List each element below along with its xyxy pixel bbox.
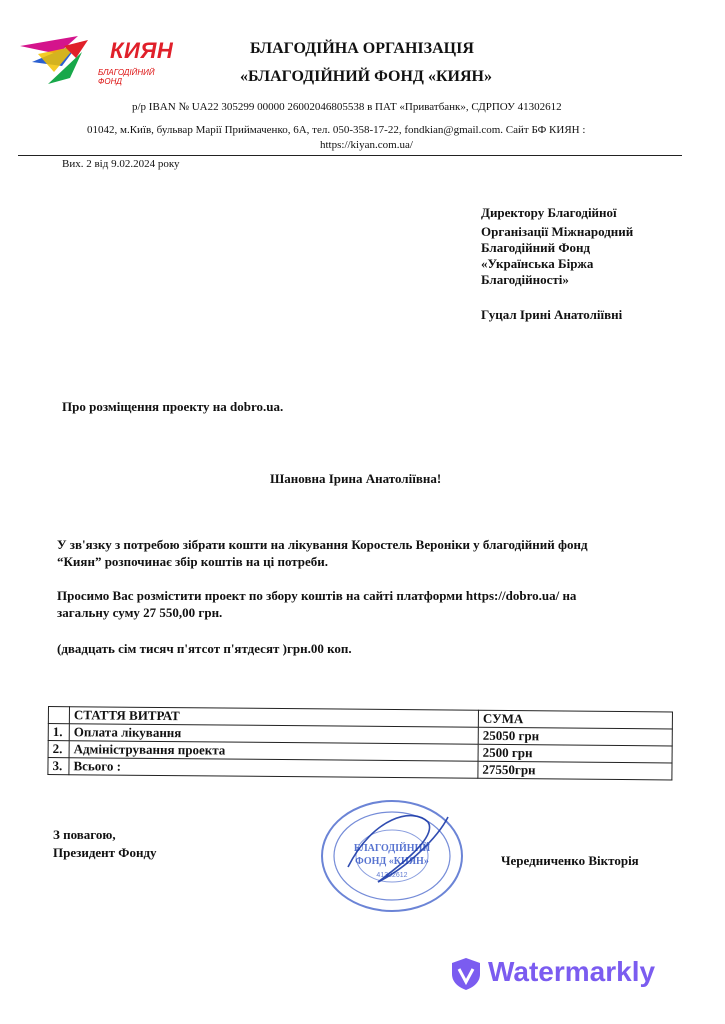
row-item: Всього :	[69, 758, 478, 779]
row-number: 1.	[48, 724, 69, 741]
stamp-code: 41302612	[376, 872, 408, 879]
logo-subtitle: БЛАГОДІЙНИЙ ФОНД	[98, 68, 155, 86]
requisites-line1: р/р IBAN № UA22 305299 00000 26002046805538 в ПАТ «Приватбанк», СДРПОУ 41302612	[132, 101, 562, 113]
addressee-line4: «Українська Біржа	[481, 256, 594, 271]
closing-title: Президент Фонду	[53, 845, 157, 860]
letter-greeting: Шановна Ірина Анатоліївна!	[270, 471, 442, 486]
row-sum: 25050 грн	[478, 727, 672, 746]
requisites-line2: 01042, м.Київ, бульвар Марії Приймаченко, 6А, тел. 050-358-17-22, fondkian@gmail.com. Сайт БФ КИЯН :	[87, 124, 586, 136]
outgoing-number: Вих. 2 від 9.02.2024 року	[62, 158, 180, 170]
table-header-item: СТАТТЯ ВИТРАТ	[69, 707, 478, 728]
body-paragraph1-line2: “Киян” розпочинає збір коштів на ці потреби.	[57, 554, 329, 569]
addressee-line3: Благодійний Фонд	[481, 240, 591, 255]
addressee-line2: Організації Міжнародний	[481, 224, 634, 239]
shield-icon	[450, 956, 482, 992]
row-number: 3.	[48, 758, 69, 775]
header-divider	[18, 155, 682, 156]
letter-subject: Про розміщення проекту на dobro.ua.	[62, 399, 284, 414]
addressee-name: Гуцал Ірині Анатоліївні	[481, 307, 623, 322]
closing-regards: З повагою,	[53, 827, 116, 842]
watermark-text: Watermarkly	[488, 956, 656, 987]
table-header-sum: СУМА	[478, 710, 672, 729]
watermark	[450, 952, 690, 996]
row-item: Адміністрування проекта	[69, 741, 478, 762]
row-sum: 2500 грн	[478, 744, 672, 763]
requisites-website: https://kiyan.com.ua/	[320, 139, 413, 151]
fund-logo	[18, 32, 174, 90]
row-item: Оплата лікування	[69, 724, 478, 745]
addressee-line1: Директору Благодійної	[481, 205, 617, 220]
body-paragraph2-line2: загальну суму 27 550,00 грн.	[57, 605, 223, 620]
org-title-line1: БЛАГОДІЙНА ОРГАНІЗАЦІЯ	[250, 40, 474, 57]
costs-table	[47, 706, 673, 780]
stamp-graphic	[318, 797, 466, 915]
stamp-text-line1: БЛАГОДІЙНИЙ	[353, 843, 431, 854]
table-cell	[48, 707, 69, 724]
official-stamp	[318, 797, 466, 915]
row-number: 2.	[48, 741, 69, 758]
body-paragraph2-line1: Просимо Вас розмістити проект по збору коштів на сайті платформи https://dobro.ua/ на	[57, 588, 577, 603]
row-sum: 27550грн	[478, 761, 672, 780]
body-paragraph1-line1: У зв'язку з потребою зібрати кошти на лікування Коростель Вероніки у благодійний фонд	[57, 537, 588, 552]
logo-text: КИЯН	[110, 38, 174, 63]
stamp-text-line2: ФОНД «КИЯН»	[355, 856, 429, 867]
org-title-line2: «БЛАГОДІЙНИЙ ФОНД «КИЯН»	[240, 68, 492, 85]
addressee-line5: Благодійності»	[481, 272, 569, 287]
signer-name: Чередниченко Вікторія	[501, 853, 639, 868]
body-amount-words: (двадцать сім тисяч п'ятсот п'ятдесят )грн.00 коп.	[57, 641, 352, 656]
